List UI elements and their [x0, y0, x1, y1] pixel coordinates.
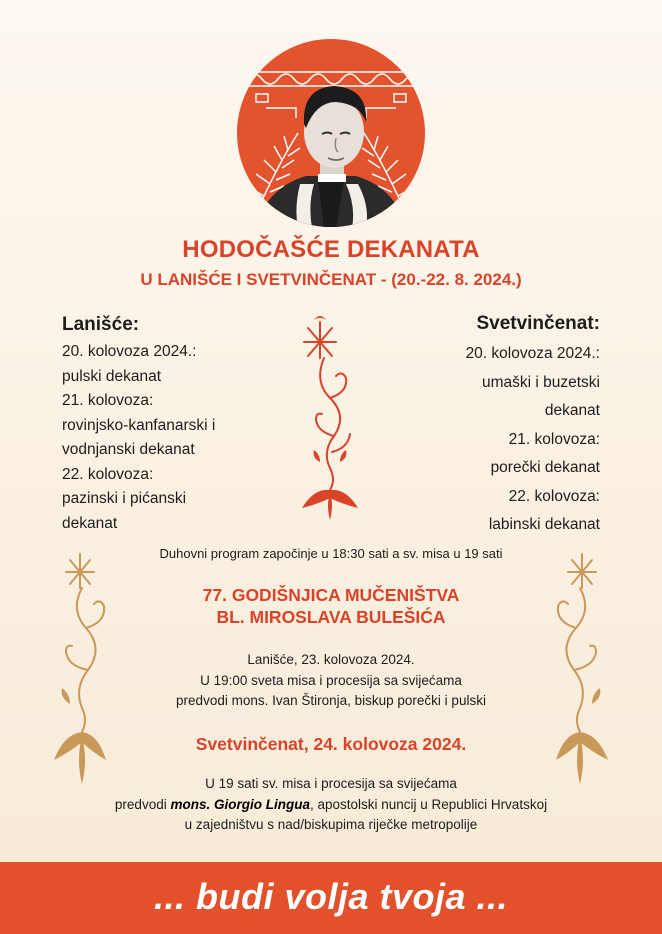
lanisce-line: vodnjanski dekanat	[62, 441, 195, 458]
lanisce-heading: Lanišće:	[62, 314, 140, 335]
svetvincenat-line: umaški i buzetski	[481, 373, 600, 391]
anniversary-title-line1: 77. GODIŠNJICA MUČENIŠTVA	[202, 585, 460, 605]
anniversary-line: Lanišće, 23. kolovoza 2024.	[247, 652, 415, 667]
svet-event-line: U 19 sati sv. misa i procesija sa svijećama	[205, 776, 457, 791]
svetvincenat-line: 21. kolovoza:	[508, 430, 600, 448]
portrait-medallion	[236, 38, 426, 228]
svetvincenat-column	[360, 312, 600, 540]
anniversary-line: U 19:00 sveta misa i procesija sa svijećama	[200, 672, 462, 688]
svet-event-prefix: predvodi	[114, 796, 171, 812]
anniversary-line: predvodi mons. Ivan Štironja, biskup porečki i pulski	[176, 693, 486, 708]
page-subtitle: U LANIŠĆE I SVETVINČENAT - (20.-22. 8. 2024.)	[140, 270, 522, 289]
svetvincenat-line: porečki dekanat	[490, 459, 600, 476]
anniversary-title-line2: BL. MIROSLAVA BULEŠIĆA	[216, 607, 446, 627]
red-floral-ornament-icon	[290, 312, 370, 522]
svetvincenat-event-details	[0, 774, 662, 836]
lanisce-line: rovinjsko-kanfanarski i	[62, 416, 216, 434]
svet-event-suffix: , apostolski nuncij u Republici Hrvatskoj	[309, 796, 548, 812]
lanisce-line: pulski dekanat	[62, 367, 162, 385]
anniversary-details	[0, 650, 662, 712]
svetvincenat-line: labinski dekanat	[488, 516, 600, 533]
svetvincenat-line: 22. kolovoza:	[508, 487, 600, 505]
lanisce-line: 21. kolovoza:	[62, 392, 154, 409]
program-note: Duhovni program započinje u 18:30 sati a sv. misa u 19 sati	[159, 546, 503, 561]
svet-event-line: u zajedništvu s nad/biskupima riječke metropolije	[184, 817, 478, 832]
svetvincenat-event-title: Svetvinčenat, 24. kolovoza 2024.	[195, 734, 467, 754]
lanisce-column	[62, 312, 302, 536]
footer-motto: ... budi volja tvoja ...	[153, 876, 509, 917]
svet-event-line	[0, 795, 662, 816]
nuncio-name: mons. Giorgio Lingua	[170, 796, 310, 812]
svetvincenat-line: dekanat	[544, 402, 600, 419]
svetvincenat-line: 20. kolovoza 2024.:	[465, 345, 600, 362]
lanisce-line: pazinski i pićanski	[62, 490, 187, 507]
lanisce-line: 22. kolovoza:	[62, 465, 154, 483]
lanisce-line: 20. kolovoza 2024.:	[62, 343, 197, 360]
lanisce-line: dekanat	[62, 514, 118, 532]
page-title: HODOČAŠĆE DEKANATA	[182, 236, 480, 263]
anniversary-title	[0, 584, 662, 628]
svetvincenat-heading: Svetvinčenat:	[476, 313, 600, 334]
